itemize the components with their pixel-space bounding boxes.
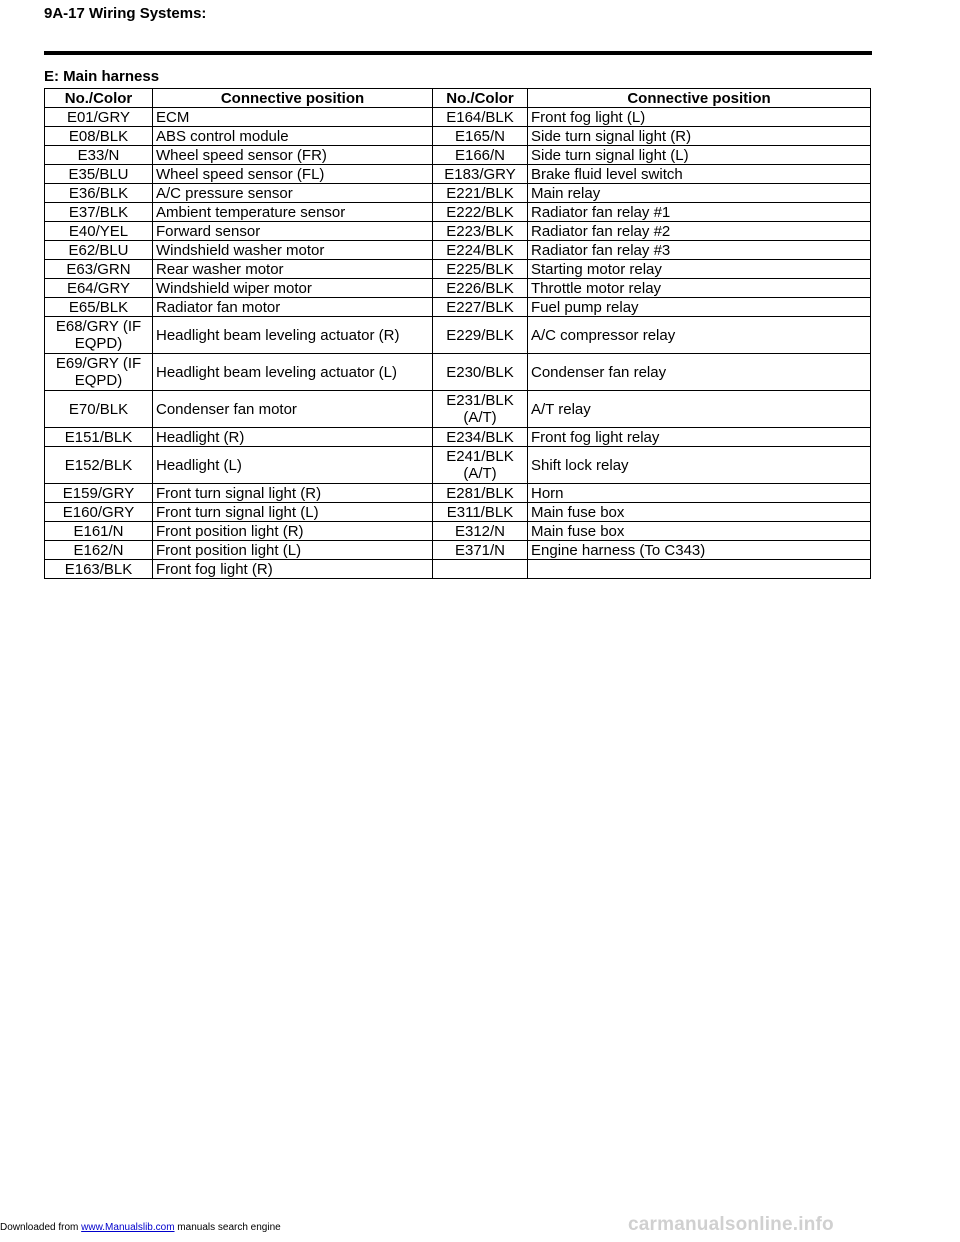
connector-number-cell: E162/N: [45, 541, 153, 560]
connector-number-cell: E222/BLK: [433, 203, 528, 222]
table-row: [45, 391, 871, 428]
connector-number-cell: E225/BLK: [433, 260, 528, 279]
connector-number-cell: E36/BLK: [45, 184, 153, 203]
connector-number-cell: E159/GRY: [45, 484, 153, 503]
connective-position-cell: Front turn signal light (L): [153, 503, 433, 522]
connective-position-cell: Rear washer motor: [153, 260, 433, 279]
connective-position-cell: Main fuse box: [528, 503, 871, 522]
connective-position-cell: Front fog light relay: [528, 428, 871, 447]
connector-number-cell: E151/BLK: [45, 428, 153, 447]
table-row: [45, 165, 871, 184]
connector-number-cell: E312/N: [433, 522, 528, 541]
connective-position-cell: A/C compressor relay: [528, 317, 871, 354]
connector-number-cell: E69/GRY (IF EQPD): [45, 354, 153, 391]
harness-table: [44, 88, 871, 579]
connective-position-cell: Forward sensor: [153, 222, 433, 241]
connective-position-cell: ABS control module: [153, 127, 433, 146]
connector-number-cell: E234/BLK: [433, 428, 528, 447]
table-row: [45, 428, 871, 447]
connector-number-cell: E37/BLK: [45, 203, 153, 222]
connector-number-cell: E166/N: [433, 146, 528, 165]
connective-position-cell: Fuel pump relay: [528, 298, 871, 317]
footer-prefix: Downloaded from: [0, 1222, 82, 1233]
table-row: [45, 317, 871, 354]
connector-number-cell: E224/BLK: [433, 241, 528, 260]
table-row: [45, 560, 871, 579]
connector-number-cell: E223/BLK: [433, 222, 528, 241]
connector-number-cell: E62/BLU: [45, 241, 153, 260]
connective-position-cell: Brake fluid level switch: [528, 165, 871, 184]
connector-number-cell: E35/BLU: [45, 165, 153, 184]
watermark: carmanualsonline.info: [628, 1214, 834, 1235]
connective-position-cell: Wheel speed sensor (FR): [153, 146, 433, 165]
connector-number-cell: E01/GRY: [45, 108, 153, 127]
column-header: No./Color: [45, 89, 153, 108]
connective-position-cell: Side turn signal light (L): [528, 146, 871, 165]
connective-position-cell: A/T relay: [528, 391, 871, 428]
table-row: [45, 146, 871, 165]
connector-number-cell: E64/GRY: [45, 279, 153, 298]
connector-number-cell: [433, 560, 528, 579]
table-row: [45, 541, 871, 560]
table-row: [45, 108, 871, 127]
connector-number-cell: E311/BLK: [433, 503, 528, 522]
connective-position-cell: Headlight (R): [153, 428, 433, 447]
connective-position-cell: Radiator fan relay #2: [528, 222, 871, 241]
connective-position-cell: Horn: [528, 484, 871, 503]
section-title: E: Main harness: [44, 68, 160, 85]
connective-position-cell: [528, 560, 871, 579]
connector-number-cell: E161/N: [45, 522, 153, 541]
connective-position-cell: Condenser fan motor: [153, 391, 433, 428]
connective-position-cell: Condenser fan relay: [528, 354, 871, 391]
column-header: Connective position: [528, 89, 871, 108]
table-row: [45, 260, 871, 279]
connector-number-cell: E152/BLK: [45, 447, 153, 484]
connective-position-cell: Wheel speed sensor (FL): [153, 165, 433, 184]
connector-number-cell: E241/BLK (A/T): [433, 447, 528, 484]
connector-number-cell: E164/BLK: [433, 108, 528, 127]
connector-number-cell: E230/BLK: [433, 354, 528, 391]
connective-position-cell: Radiator fan relay #1: [528, 203, 871, 222]
connector-number-cell: E163/BLK: [45, 560, 153, 579]
connector-number-cell: E165/N: [433, 127, 528, 146]
table-row: [45, 222, 871, 241]
connector-number-cell: E08/BLK: [45, 127, 153, 146]
connector-number-cell: E40/YEL: [45, 222, 153, 241]
connector-number-cell: E281/BLK: [433, 484, 528, 503]
footer: [0, 1222, 281, 1233]
connective-position-cell: Starting motor relay: [528, 260, 871, 279]
connective-position-cell: Main relay: [528, 184, 871, 203]
footer-suffix: manuals search engine: [174, 1222, 281, 1233]
connective-position-cell: Headlight (L): [153, 447, 433, 484]
connective-position-cell: Radiator fan motor: [153, 298, 433, 317]
table-row: [45, 522, 871, 541]
connective-position-cell: Windshield washer motor: [153, 241, 433, 260]
table-row: [45, 354, 871, 391]
connective-position-cell: Front position light (L): [153, 541, 433, 560]
column-header: Connective position: [153, 89, 433, 108]
connector-number-cell: E183/GRY: [433, 165, 528, 184]
connective-position-cell: Headlight beam leveling actuator (R): [153, 317, 433, 354]
connective-position-cell: Front position light (R): [153, 522, 433, 541]
table-row: [45, 127, 871, 146]
connector-number-cell: E160/GRY: [45, 503, 153, 522]
connective-position-cell: Engine harness (To C343): [528, 541, 871, 560]
connective-position-cell: Radiator fan relay #3: [528, 241, 871, 260]
table-row: [45, 484, 871, 503]
connector-number-cell: E226/BLK: [433, 279, 528, 298]
connective-position-cell: Side turn signal light (R): [528, 127, 871, 146]
connector-number-cell: E63/GRN: [45, 260, 153, 279]
table-row: [45, 298, 871, 317]
connective-position-cell: Shift lock relay: [528, 447, 871, 484]
table-row: [45, 241, 871, 260]
connector-number-cell: E371/N: [433, 541, 528, 560]
connective-position-cell: Ambient temperature sensor: [153, 203, 433, 222]
table-row: [45, 503, 871, 522]
footer-link[interactable]: www.Manualslib.com: [81, 1222, 175, 1233]
connective-position-cell: Main fuse box: [528, 522, 871, 541]
connective-position-cell: Front fog light (R): [153, 560, 433, 579]
table-row: [45, 203, 871, 222]
table-row: [45, 184, 871, 203]
header-rule: [44, 51, 872, 55]
connector-number-cell: E231/BLK (A/T): [433, 391, 528, 428]
connective-position-cell: Throttle motor relay: [528, 279, 871, 298]
connector-number-cell: E227/BLK: [433, 298, 528, 317]
connective-position-cell: A/C pressure sensor: [153, 184, 433, 203]
connective-position-cell: Front turn signal light (R): [153, 484, 433, 503]
table-row: [45, 279, 871, 298]
connector-number-cell: E33/N: [45, 146, 153, 165]
connector-number-cell: E68/GRY (IF EQPD): [45, 317, 153, 354]
connective-position-cell: ECM: [153, 108, 433, 127]
connector-number-cell: E65/BLK: [45, 298, 153, 317]
connector-number-cell: E70/BLK: [45, 391, 153, 428]
table-row: [45, 447, 871, 484]
connective-position-cell: Headlight beam leveling actuator (L): [153, 354, 433, 391]
connector-number-cell: E229/BLK: [433, 317, 528, 354]
page-header: 9A-17 Wiring Systems:: [44, 5, 207, 22]
connective-position-cell: Front fog light (L): [528, 108, 871, 127]
column-header: No./Color: [433, 89, 528, 108]
table-header-row: [45, 89, 871, 108]
connector-number-cell: E221/BLK: [433, 184, 528, 203]
connective-position-cell: Windshield wiper motor: [153, 279, 433, 298]
